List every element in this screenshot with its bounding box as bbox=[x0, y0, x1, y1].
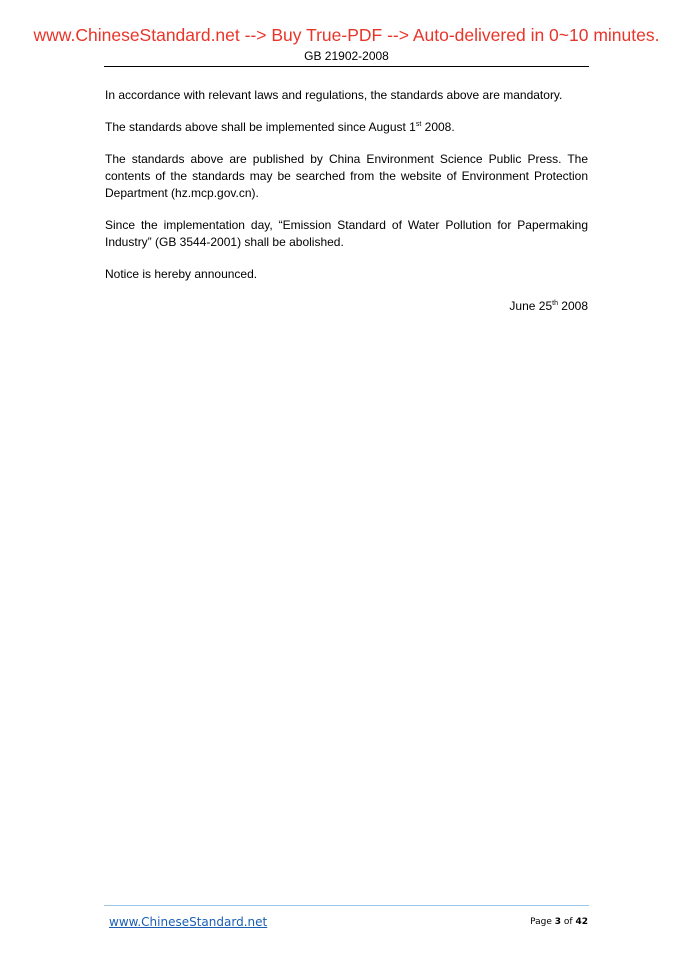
announcement-date bbox=[105, 298, 588, 315]
implementation-year: 2008. bbox=[421, 120, 455, 134]
header-divider bbox=[104, 66, 589, 67]
page-label: Page bbox=[530, 917, 555, 927]
footer-website-link[interactable]: www.ChineseStandard.net bbox=[109, 915, 268, 929]
page-number bbox=[530, 917, 588, 927]
date-ordinal-suffix: th bbox=[552, 300, 558, 307]
paragraph-mandatory: In accordance with relevant laws and regulations, the standards above are mandatory. bbox=[105, 88, 563, 102]
paragraph-publisher: The standards above are published by China Environment Science Public Press. The contents of the standards may be searched from the website of Environment Protection Department (hz.mcp.gov.cn). bbox=[105, 152, 588, 200]
page-of-label: of bbox=[561, 917, 576, 927]
paragraph-implementation-date bbox=[105, 119, 588, 136]
header-banner[interactable]: www.ChineseStandard.net --> Buy True-PDF --> Auto-delivered in 0~10 minutes. bbox=[33, 25, 660, 45]
footer-divider bbox=[104, 905, 589, 906]
ordinal-suffix: st bbox=[415, 121, 422, 128]
paragraph-abolished: Since the implementation day, “Emission Standard of Water Pollution for Papermaking Industry” (GB 3544-2001) shall be abolished. bbox=[105, 218, 588, 249]
standard-number: GB 21902-2008 bbox=[304, 49, 389, 63]
date-year: 2008 bbox=[557, 299, 588, 313]
page-current: 3 bbox=[554, 917, 562, 927]
paragraph-notice: Notice is hereby announced. bbox=[105, 267, 258, 281]
page-total: 42 bbox=[575, 917, 588, 927]
document-body bbox=[105, 87, 588, 330]
implementation-text: The standards above shall be implemented since August 1 bbox=[105, 120, 416, 134]
date-text: June 25 bbox=[509, 299, 553, 313]
